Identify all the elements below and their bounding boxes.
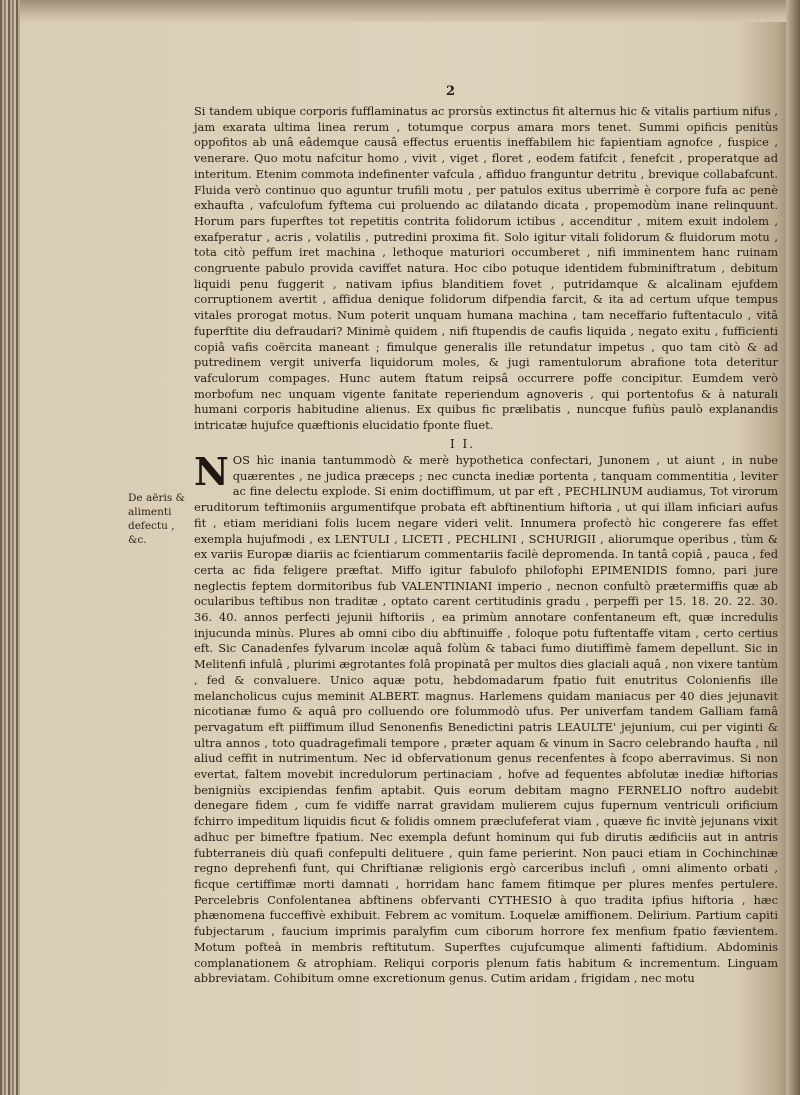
body-text: OS hìc inania tantummodò & merè hypothetica confectari, Junonem , ut aiunt , in nube quærentes , ne judica præceps ; nec cuncta inediæ portenta , tanquam commentitia , leviter ac fine delectu explode. Si enim doctiffimum, ut par eft , PECHLINUM audiamus, Tot virorum eruditorum teftimoniis argumentifque probata eft abftinentium hiftoria , ut qui illam inficiari aufus fit , etiam meridiani folis lucem negare videri velit. Innumera profectò hìc congerere fas effet exempla hujufmodi , ex LENTULI , LICETI , PECHLINI , SCHURIGII , aliorumque operibus , tùm & ex variis Europæ diariis ac fcientiarum commentariis facilè depromenda. In tantâ copiâ , pauca , fed certa ac fida feligere præftat. Miffo igitur fabulofo philofophi EPIMENIDIS fomno, pari jure neglectis feptem dormitoribus fub VALENTINIANI imperio , necnon confultò prætermiffis quæ ab ocularibus teftibus non traditæ , optato carent certitudinis gradu , perpeffi per 15. 18. 20. 22. 30. 36. 40. annos perfecti jejunii hiftoriis , ea primùm annotare confentaneum eft, quæ incredulis injucunda minùs. Plures ab omni cibo diu abftinuiffe , foloque potu fuftentaffe vitam , certo certius eft. Sic Canadenfes fylvarum incolæ aquâ folùm & tabaci fumo diutiffimè famem depellunt. Sic in Melitenfi infulâ , plurimi ægrotantes folâ propinatâ per multos dies glaciali aquâ , non vixere tantùm , fed & convaluere. Unico aquæ potu, hebdomadarum fpatio fuit enutritus Colonienfis ille melancholicus cujus meminit ALBERT. magnus. Harlemens quidam maniacus per 40 dies jejunavit nicotianæ fumo & aquâ pro colluendo ore folummodò ufus. Per univerfam tandem Galliam famâ pervagatum eft piiffimum illud Senonenfis Benedictini patris LEAULTE' jejunium, cui per viginti & ultra annos , toto quadragefimali tempore , præter aquam & vinum in Sacro celebrando haufta , nil aliud ceffit in nutrimentum. Nec id obfervationum genus recenfentes à fcopo aberravimus. Si non evertat, faltem movebit incredulorum pertinaciam , hofve ad fequentes abfolutæ inediæ hiftorias benigniùs excipiendas fenfim aptabit. Quis eorum debitam magno FERNELIO noftro audebit denegare fidem , cum fe vidiffe narrat gravidam mulierem cujus fupernum ventriculi orificium fchirro impeditum liquidis ficut & folidis omnem præclufeferat viam , quæve fic invitè jejunans vixit adhuc per bimeftre fpatium. Nec exempla defunt hominum qui fub dirutis ædificiis aut in antris fubterraneis diù quafi confepulti delituere , quin fame perierint. Non pauci etiam in Cochinchinæ regno deprehenfi funt, qui Chriftianæ religionis ergò carceribus inclufi , omni alimento orbati , ficque certiffimæ morti damnati , horridam hanc famem fitimque per plures menfes pertulere. Percelebris Confolentanea abftinens obfervanti CYTHESIO à quo tradita ipfius hiftoria , hæc phænomena fucceffivè exhibuit. Febrem ac vomitum. Loquelæ amiffionem. Delirium. Partium capiti fubjectarum , faucium imprimis paralyfim cum ciborum horrore fex menfium fpatio fævientem. Motum pofteà in membris reftitutum. Superftes cujufcumque alimenti faftidium. Abdominis complanationem & atrophiam. Reliqui corporis plenum fatis habitum & incrementum. Linguam abbreviatam. Cohibitum omne excretionum genus. Cutim aridam , frigidam , nec motu — [194, 453, 778, 986]
book-gutter — [0, 0, 20, 1095]
drop-cap: N — [194, 449, 229, 494]
page-number: 2 — [446, 84, 456, 99]
body-paragraph — [194, 449, 778, 987]
page-right-edge — [786, 0, 800, 1095]
margin-note: De aëris & alimenti defectu , &c. — [128, 492, 185, 546]
page-top-shadow — [0, 0, 800, 22]
intro-paragraph — [194, 104, 778, 434]
section-heading: I I. — [450, 437, 476, 451]
intro-text: Si tandem ubique corporis fufflaminatus ac prorsùs extinctus fit alternus hic & vitalis partium nifus , jam exarata ultima linea rerum , totumque corpus amara mors tenet. Summi opificis penitùs oppofitos ab unâ eâdemque causâ effectus eruentis ineffabilem hic fapientiam agnofce , fuspice , venerare. Quo motu nafcitur homo , vivit , viget , floret , eodem fatifcit , fenefcit , properatque ad interitum. Etenim commota indefinenter vafcula , affiduo franguntur detritu , brevique collabafcunt. Fluida verò continuo quo aguntur trufili motu , per patulos exitus uberrimè è corpore fufa ac penè exhaufta , vafculofum fyftema cui proluendo ac dilatando dicata , propemodùm inane relinquunt. Horum pars fuperftes tot repetitis contrita folidorum ictibus , accenditur , mitem exuit indolem , exafperatur , acris , volatilis , putredini proxima fit. Solo igitur vitali folidorum & fluidorum motu , tota citò peffum iret machina , lethoque maturiori occumberet , nifi imminentem hanc ruinam congruente pabulo provida caviffet natura. Hoc cibo potuque identidem fubminiftratum , debitum liquidi penu fuggerit , nativam ipfius blanditiem fovet , putridamque & alcalinam ejufdem corruptionem avertit , affidua denique folidorum difpendia farcit, & ita ad certum ufque tempus vitales prorogat motus. Num poterit unquam humana machina , tam neceffario fuftentaculo , vitâ fuperftite diu defraudari? Minimè quidem , nifi ftupendis de caufis liquida , negato exitu , fufficienti copiâ vafis coërcita maneant ; fimulque generalis ille retundatur impetus , quo tam citò & ad putredinem vergit univerfa liquidorum moles, & jugi ramentulorum abrafione tota deteritur vafculorum compages. Hunc autem ftatum reipsâ occurrere poffe concipitur. Eumdem verò morbofum nec unquam vigente fanitate reperiendum agnoveris , qui portentofus & à naturali humani corporis habitudine alienus. Ex quibus fic prælibatis , nuncque fufiùs paulò explanandis intricatæ hujufce quæftionis elucidatio fponte fluet. — [194, 104, 778, 433]
